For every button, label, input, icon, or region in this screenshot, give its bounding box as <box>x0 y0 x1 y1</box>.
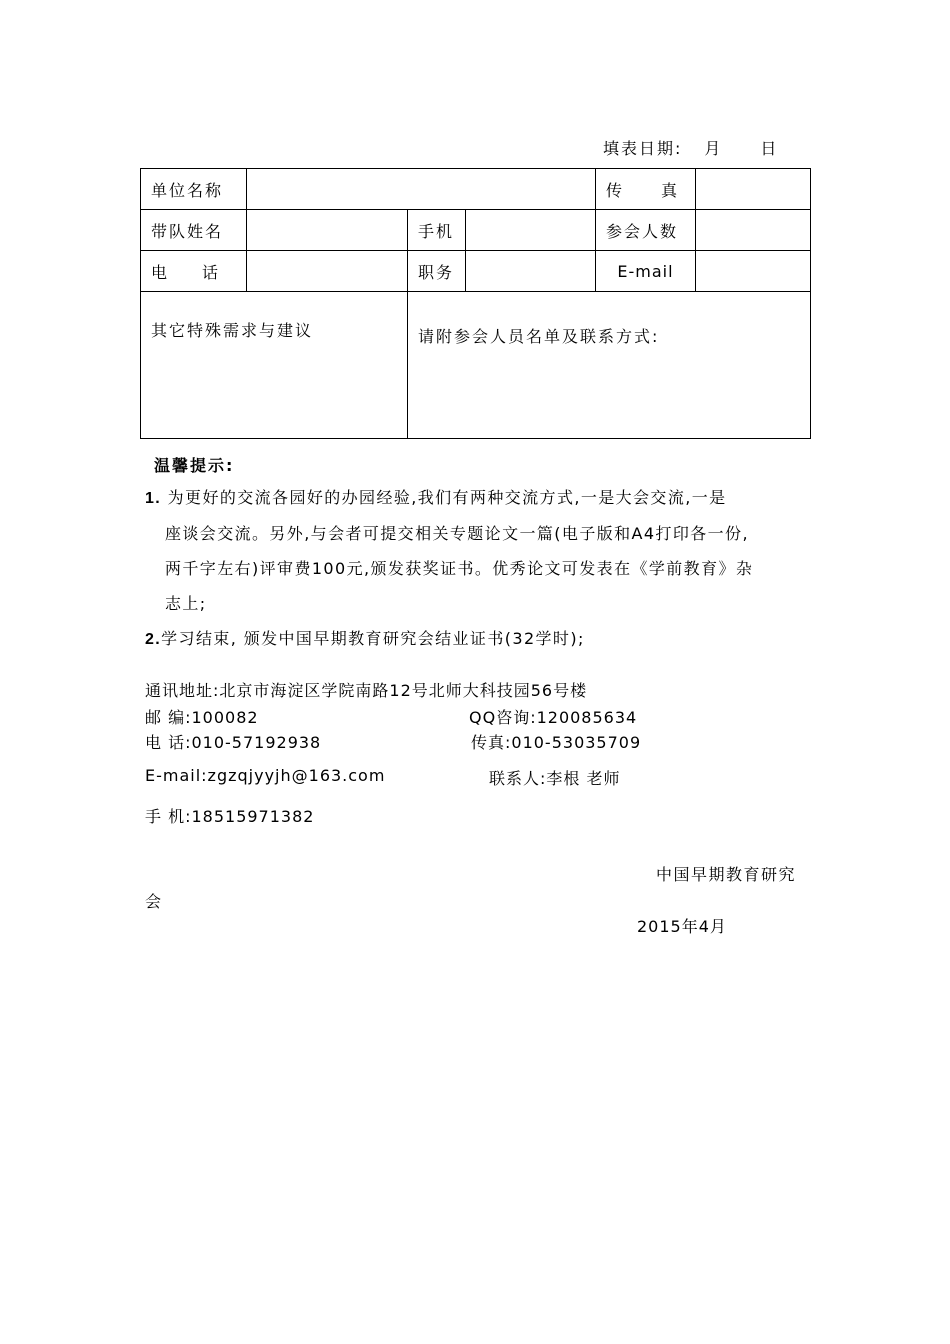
phone-label: 电 话 <box>141 251 247 292</box>
tip-number-2: 2. <box>145 631 162 648</box>
signature-date: 2015年4月 <box>637 917 727 936</box>
tip-item-2: 2.学习结束, 颁发中国早期教育研究会结业证书(32学时); <box>145 629 585 648</box>
postcode: 邮 编:100082 <box>145 708 259 727</box>
tip-number-1: 1. <box>145 490 162 507</box>
contact-person: 联系人:李根 老师 <box>489 769 621 788</box>
form-row-notes <box>141 292 811 439</box>
fax-field[interactable] <box>696 169 811 210</box>
month-label: 月 <box>704 139 723 158</box>
tip-item-1: 1. 为更好的交流各园好的办园经验,我们有两种交流方式,一是大会交流,一是 <box>145 488 727 507</box>
email-field[interactable] <box>696 251 811 292</box>
form-row-leader <box>141 210 811 251</box>
mobile-number: 手 机:18515971382 <box>145 807 315 826</box>
tips-list: 1. 为更好的交流各园好的办园经验,我们有两种交流方式,一是大会交流,一是 座谈会交流。另外,与会者可提交相关专题论文一篇(电子版和A4打印各一份, 两千字左右)评审费100元,颁发获奖证书。优秀论文可发表在《学前教育》杂 志上; 2.学习结束, 颁发中国早期教育研究会结业证书(32学时); <box>145 480 753 657</box>
attendee-list-field[interactable] <box>408 292 811 439</box>
phone-number: 电 话:010-57192938 <box>145 733 322 752</box>
fill-date-label: 填表日期: <box>603 139 683 158</box>
form-row-phone <box>141 251 811 292</box>
email-label: E-mail <box>596 251 696 292</box>
mobile-label: 手机 <box>408 210 466 251</box>
attendee-count-label: 参会人数 <box>596 210 696 251</box>
email-address[interactable]: E-mail:zgzqjyyjh@163.com <box>145 766 386 785</box>
qq-consult: QQ咨询:120085634 <box>469 708 638 727</box>
attendee-count-field[interactable] <box>696 210 811 251</box>
registration-form <box>140 168 811 439</box>
special-needs-label: 其它特殊需求与建议 <box>151 321 314 340</box>
day-label: 日 <box>760 139 779 158</box>
phone-field[interactable] <box>247 251 408 292</box>
organization-signature-cont: 会 <box>145 892 162 911</box>
form-row-unit <box>141 169 811 210</box>
leader-name-label: 带队姓名 <box>141 210 247 251</box>
organization-signature: 中国早期教育研究 <box>656 865 797 884</box>
unit-name-field[interactable] <box>247 169 596 210</box>
fax-label: 传 真 <box>596 169 696 210</box>
position-label: 职务 <box>408 251 466 292</box>
leader-name-field[interactable] <box>247 210 408 251</box>
special-needs-field[interactable] <box>141 292 408 439</box>
unit-name-label: 单位名称 <box>141 169 247 210</box>
attendee-list-label: 请附参会人员名单及联系方式: <box>418 327 660 346</box>
address: 通讯地址:北京市海淀区学院南路12号北师大科技园56号楼 <box>145 681 588 700</box>
fax-number: 传真:010-53035709 <box>471 733 642 752</box>
tips-title: 温馨提示: <box>154 456 235 475</box>
position-field[interactable] <box>466 251 596 292</box>
mobile-field[interactable] <box>466 210 596 251</box>
fill-date-line <box>603 136 778 159</box>
